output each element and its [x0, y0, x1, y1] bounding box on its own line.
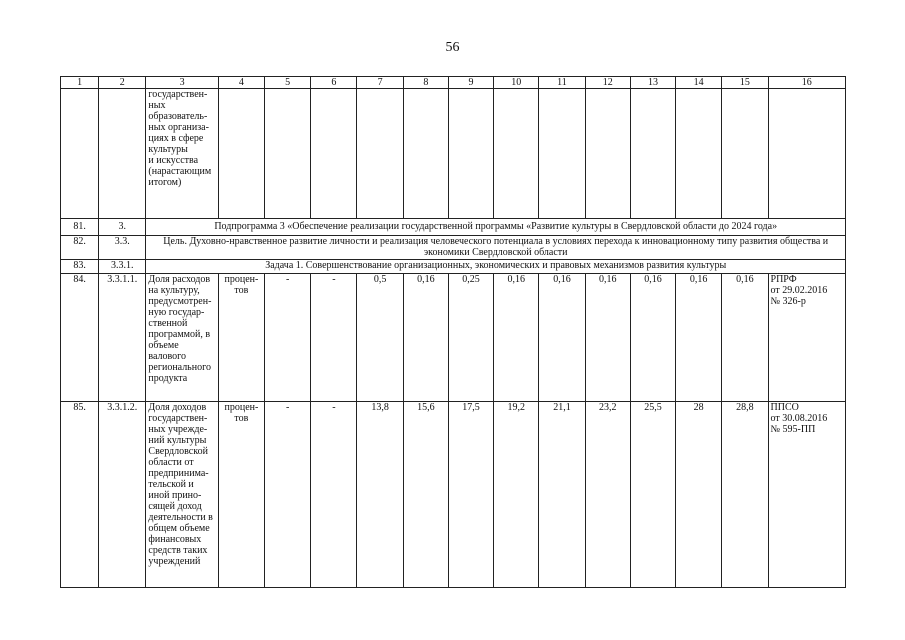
column-number-header: 2: [99, 77, 146, 89]
column-number-header: 11: [539, 77, 585, 89]
column-number-row: [61, 77, 846, 89]
column-number-header: 8: [403, 77, 448, 89]
row-code: 3.3.1.1.: [99, 274, 146, 402]
column-number-header: 12: [585, 77, 630, 89]
value-cell: 0,16: [494, 274, 539, 402]
value-cell: -: [311, 274, 357, 402]
row-code: 3.3.: [99, 236, 146, 260]
unit: процен- тов: [218, 402, 264, 588]
indicators-table: [60, 76, 846, 588]
value-cell: 23,2: [585, 402, 630, 588]
value-cell: 0,5: [357, 274, 403, 402]
table-row-84: [61, 274, 846, 402]
value-cell: 28: [676, 402, 722, 588]
column-number-header: 16: [768, 77, 845, 89]
value-cell: 0,16: [676, 274, 722, 402]
value-cell: -: [265, 274, 311, 402]
subprogram-title: Подпрограмма 3 «Обеспечение реализации государственной программы «Развитие культуры в Свердловской области до 2024 года»: [146, 219, 846, 236]
row-code: 3.3.1.2.: [99, 402, 146, 588]
table-row-83: [61, 260, 846, 274]
column-number-header: 4: [218, 77, 264, 89]
page-number: 56: [445, 40, 460, 55]
table-row-continuation: [61, 89, 846, 219]
row-number: 83.: [61, 260, 99, 274]
value-cell: 17,5: [448, 402, 493, 588]
value-cell: 0,16: [539, 274, 585, 402]
column-number-header: 9: [448, 77, 493, 89]
column-number-header: 1: [61, 77, 99, 89]
row-number: 84.: [61, 274, 99, 402]
row-code: 3.3.1.: [99, 260, 146, 274]
column-number-header: 5: [265, 77, 311, 89]
value-cell: 25,5: [630, 402, 675, 588]
unit: процен- тов: [218, 274, 264, 402]
row-code: 3.: [99, 219, 146, 236]
value-cell: 21,1: [539, 402, 585, 588]
indicator-name: Доля расходов на культуру, предусмотрен- ную государ- ственной программой, в объеме валового регионального продукта: [146, 274, 218, 402]
column-number-header: 7: [357, 77, 403, 89]
row-number: 81.: [61, 219, 99, 236]
row-number: 82.: [61, 236, 99, 260]
value-cell: 0,16: [403, 274, 448, 402]
value-cell: 19,2: [494, 402, 539, 588]
legal-source: ППСО от 30.08.2016 № 595-ПП: [768, 402, 845, 588]
value-cell: 0,25: [448, 274, 493, 402]
column-number-header: 15: [722, 77, 768, 89]
goal-text: Цель. Духовно-нравственное развитие личности и реализация человеческого потенциала в условиях перехода к инновационному типу развития общества и экономики Свердловской области: [146, 236, 846, 260]
column-number-header: 3: [146, 77, 218, 89]
value-cell: 28,8: [722, 402, 768, 588]
table-row-82: [61, 236, 846, 260]
value-cell: 0,16: [722, 274, 768, 402]
legal-source: РПРФ от 29.02.2016 № 326-р: [768, 274, 845, 402]
value-cell: 0,16: [630, 274, 675, 402]
row-number: 85.: [61, 402, 99, 588]
column-number-header: 13: [630, 77, 675, 89]
column-number-header: 10: [494, 77, 539, 89]
column-number-header: 14: [676, 77, 722, 89]
value-cell: 0,16: [585, 274, 630, 402]
task-text: Задача 1. Совершенствование организационных, экономических и правовых механизмов развития культуры: [146, 260, 846, 274]
column-number-header: 6: [311, 77, 357, 89]
table-row-81: [61, 219, 846, 236]
indicator-name: Доля доходов государствен- ных учрежде- ний культуры Свердловской области от предпринима- тельской и иной прино- сящей доход деятельности в общем объеме финансовых средств таких учреждений: [146, 402, 218, 588]
value-cell: 13,8: [357, 402, 403, 588]
value-cell: -: [265, 402, 311, 588]
value-cell: 15,6: [403, 402, 448, 588]
value-cell: -: [311, 402, 357, 588]
indicator-name: государствен- ных образователь- ных организа- циях в сфере культуры и искусства (нарастающим итогом): [146, 89, 218, 219]
table-row-85: [61, 402, 846, 588]
